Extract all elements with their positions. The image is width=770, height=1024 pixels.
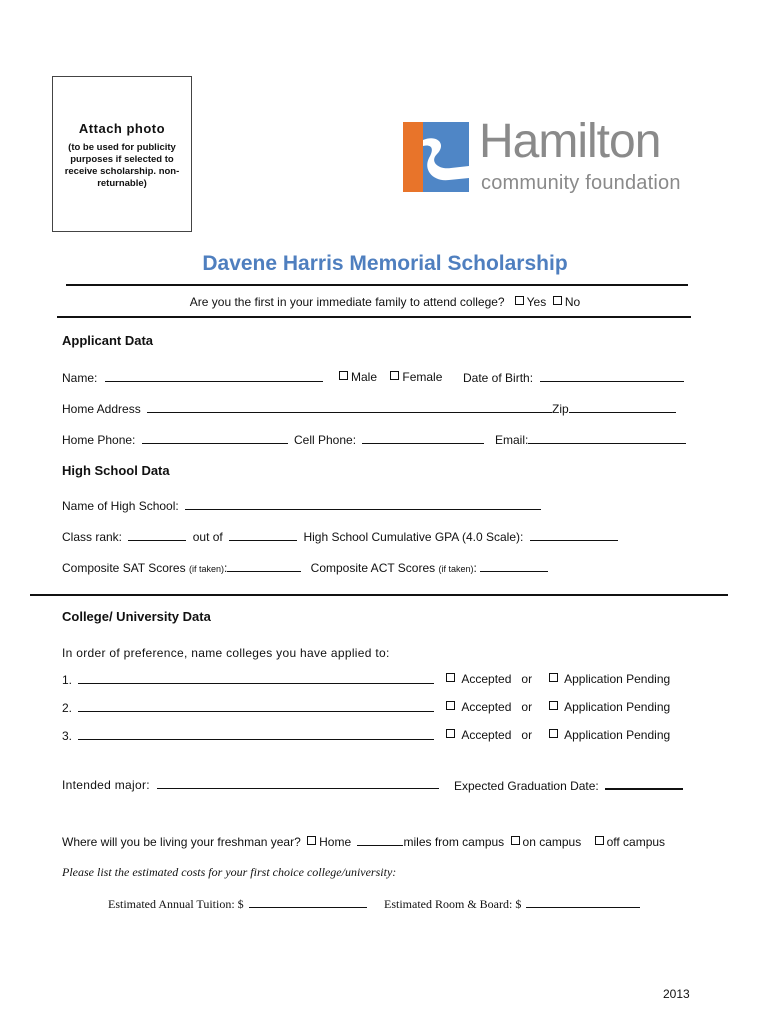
email-field[interactable]: [528, 432, 686, 444]
tuition-field[interactable]: [249, 896, 367, 908]
out-of-label: out of: [192, 530, 223, 544]
or-label: or: [521, 728, 533, 742]
attach-photo-title: Attach photo: [78, 121, 166, 136]
class-rank-field[interactable]: [128, 529, 186, 541]
dob-field[interactable]: [540, 370, 684, 382]
college-row-3: [62, 728, 434, 743]
cell-phone-label: Cell Phone:: [294, 433, 357, 447]
pending-label: Application Pending: [564, 700, 671, 714]
on-campus-label: on campus: [522, 835, 582, 849]
name-label: Name:: [62, 371, 98, 385]
major-field[interactable]: [157, 777, 439, 789]
grad-date-row: [454, 777, 683, 793]
first-gen-no-label: No: [564, 295, 581, 309]
first-gen-no-checkbox[interactable]: [553, 296, 562, 305]
logo-wordmark: Hamilton: [479, 115, 661, 168]
address-label: Home Address: [62, 402, 141, 416]
major-row: [62, 777, 439, 792]
home-checkbox[interactable]: [307, 836, 316, 845]
section-divider: [30, 594, 728, 596]
college-1-accepted-checkbox[interactable]: [446, 673, 455, 682]
form-year: 2013: [663, 987, 690, 1001]
college-heading: College/ University Data: [62, 609, 211, 624]
college-2-pending-checkbox[interactable]: [549, 701, 558, 710]
name-field[interactable]: [105, 370, 323, 382]
grad-date-label: Expected Graduation Date:: [454, 779, 599, 793]
college-3-status: [446, 728, 670, 742]
college-1-field[interactable]: [78, 672, 434, 684]
home-phone-field[interactable]: [142, 432, 288, 444]
email-row: [495, 432, 686, 447]
miles-label: miles from campus: [403, 835, 505, 849]
address-field[interactable]: [147, 401, 552, 413]
off-campus-checkbox[interactable]: [595, 836, 604, 845]
tuition-row: [108, 896, 367, 912]
male-label: Male: [351, 370, 378, 384]
college-3-pending-checkbox[interactable]: [549, 729, 558, 738]
college-3-accepted-checkbox[interactable]: [446, 729, 455, 738]
zip-field[interactable]: [569, 401, 676, 413]
room-board-field[interactable]: [526, 896, 640, 908]
class-size-field[interactable]: [229, 529, 297, 541]
accepted-label: Accepted: [461, 672, 512, 686]
first-gen-yes-label: Yes: [526, 295, 547, 309]
applicant-heading: Applicant Data: [62, 333, 154, 348]
sat-label: Composite SAT Scores: [62, 561, 186, 575]
class-rank-label: Class rank:: [62, 530, 123, 544]
pending-label: Application Pending: [564, 672, 671, 686]
accepted-label: Accepted: [461, 700, 512, 714]
page-title: Davene Harris Memorial Scholarship: [202, 252, 568, 275]
hamilton-logo-icon: [403, 122, 469, 192]
first-gen-question-row: [0, 295, 770, 309]
cell-phone-row: [294, 432, 484, 447]
phone-row: [62, 432, 288, 447]
college-2-accepted-checkbox[interactable]: [446, 701, 455, 710]
college-1-status: [446, 672, 670, 686]
gender-options: [339, 370, 442, 384]
sat-if-taken: (if taken): [188, 564, 224, 574]
act-field[interactable]: [480, 560, 548, 572]
hamilton-logo: [403, 115, 713, 200]
gpa-label: High School Cumulative GPA (4.0 Scale):: [303, 530, 524, 544]
question-divider: [57, 316, 691, 318]
tuition-label: Estimated Annual Tuition: $: [108, 897, 244, 911]
dob-row: [463, 370, 684, 385]
high-school-name-field[interactable]: [185, 498, 541, 510]
sat-field[interactable]: [227, 560, 301, 572]
act-if-taken: (if taken): [438, 564, 474, 574]
first-gen-question: Are you the first in your immediate family to attend college?: [189, 295, 505, 309]
rank-gpa-row: [62, 529, 618, 544]
or-label: or: [521, 700, 533, 714]
miles-field[interactable]: [357, 834, 403, 846]
accepted-label: Accepted: [461, 728, 512, 742]
test-scores-row: Composite SAT Scores (if taken): Composite ACT Scores (if taken):: [62, 560, 548, 575]
cell-phone-field[interactable]: [362, 432, 484, 444]
attach-photo-box[interactable]: [52, 76, 192, 232]
living-question: Where will you be living your freshman year?: [62, 835, 301, 849]
college-2-status: [446, 700, 670, 714]
grad-date-field[interactable]: [605, 777, 683, 790]
act-label: Composite ACT Scores: [310, 561, 436, 575]
college-2-field[interactable]: [78, 700, 434, 712]
gpa-field[interactable]: [530, 529, 618, 541]
email-label: Email:: [495, 433, 529, 447]
college-row-number: 2.: [62, 701, 73, 715]
attach-photo-note: (to be used for publicity purposes if selected to receive scholarship. non-returnable): [64, 142, 180, 189]
first-gen-yes-checkbox[interactable]: [515, 296, 524, 305]
college-row-1: [62, 672, 434, 687]
home-phone-label: Home Phone:: [62, 433, 136, 447]
high-school-heading: High School Data: [62, 463, 170, 478]
female-label: Female: [402, 370, 443, 384]
room-board-row: [384, 896, 640, 912]
college-row-number: 3.: [62, 729, 73, 743]
college-row-number: 1.: [62, 673, 73, 687]
pending-label: Application Pending: [564, 728, 671, 742]
costs-instruction: Please list the estimated costs for your first choice college/university:: [62, 865, 397, 879]
college-3-field[interactable]: [78, 728, 434, 740]
logo-tagline: community foundation: [481, 172, 681, 194]
address-row: [62, 401, 676, 416]
title-divider: [66, 284, 688, 286]
college-row-2: [62, 700, 434, 715]
off-campus-label: off campus: [606, 835, 666, 849]
room-board-label: Estimated Room & Board: $: [384, 897, 522, 911]
major-label: Intended major:: [62, 778, 150, 792]
name-row: [62, 370, 323, 385]
college-instructions: In order of preference, name colleges you have applied to:: [62, 646, 390, 660]
dob-label: Date of Birth:: [463, 371, 534, 385]
high-school-name-label: Name of High School:: [62, 499, 179, 513]
or-label: or: [521, 672, 533, 686]
zip-label: Zip: [552, 402, 569, 416]
college-1-pending-checkbox[interactable]: [549, 673, 558, 682]
on-campus-checkbox[interactable]: [511, 836, 520, 845]
male-checkbox[interactable]: [339, 371, 348, 380]
high-school-name-row: [62, 498, 541, 513]
female-checkbox[interactable]: [390, 371, 399, 380]
home-label: Home: [319, 835, 352, 849]
living-row: [62, 834, 665, 849]
